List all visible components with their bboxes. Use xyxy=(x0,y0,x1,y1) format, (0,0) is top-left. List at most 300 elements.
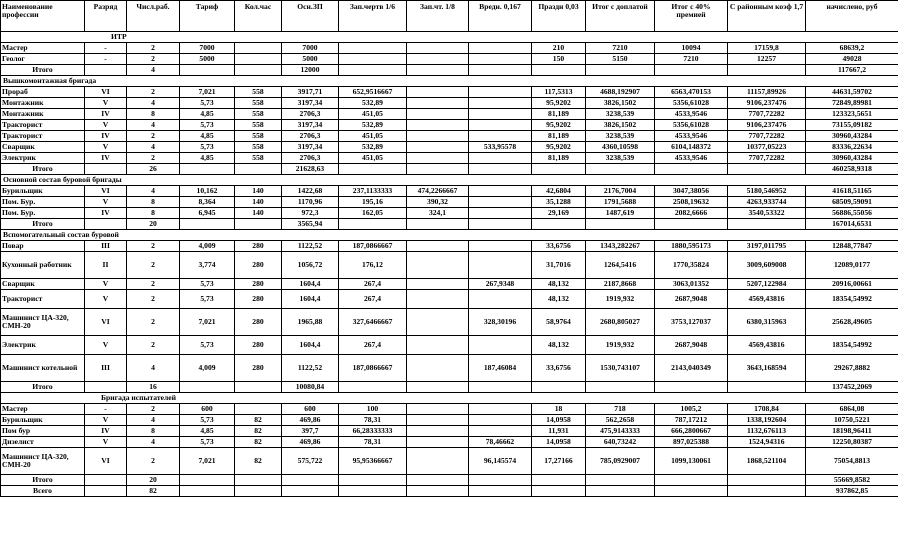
value-cell: 280 xyxy=(235,336,282,355)
value-cell xyxy=(235,43,282,54)
value-cell: 267,4 xyxy=(339,279,407,290)
value-cell: 56886,55056 xyxy=(806,208,898,219)
value-cell: 1524,94316 xyxy=(728,437,806,448)
header-cell-grade: Разряд xyxy=(85,1,127,32)
value-cell: 3009,609008 xyxy=(728,252,806,279)
value-cell: III xyxy=(85,355,127,382)
value-cell: 2 xyxy=(127,87,180,98)
value-cell: 451,05 xyxy=(339,131,407,142)
value-cell: 267,4 xyxy=(339,336,407,355)
value-cell: 33,6756 xyxy=(532,355,586,382)
value-cell: 100 xyxy=(339,404,407,415)
value-cell: 82 xyxy=(235,437,282,448)
table-row xyxy=(1,437,898,448)
value-cell xyxy=(407,142,469,153)
value-cell: 5,73 xyxy=(180,290,235,309)
value-cell: 532,89 xyxy=(339,120,407,131)
value-cell: 68639,2 xyxy=(806,43,898,54)
value-cell: 5000 xyxy=(282,54,339,65)
subtotal-cell xyxy=(339,164,407,175)
subtotal-cell xyxy=(532,65,586,76)
header-cell-hours: Кол.час xyxy=(235,1,282,32)
value-cell: 4569,43816 xyxy=(728,336,806,355)
value-cell xyxy=(469,109,532,120)
value-cell: 469,86 xyxy=(282,415,339,426)
value-cell: 7707,72282 xyxy=(728,109,806,120)
subtotal-cell xyxy=(235,219,282,230)
value-cell: 2 xyxy=(127,54,180,65)
value-cell: 558 xyxy=(235,98,282,109)
value-cell: 18198,96411 xyxy=(806,426,898,437)
value-cell: 3238,539 xyxy=(586,153,655,164)
value-cell: 95,9202 xyxy=(532,142,586,153)
subtotal-cell: 117667,2 xyxy=(806,65,898,76)
value-cell: 81,189 xyxy=(532,153,586,164)
value-cell: III xyxy=(85,241,127,252)
value-cell: 1122,52 xyxy=(282,241,339,252)
value-cell: 8 xyxy=(127,426,180,437)
value-cell: 117,5313 xyxy=(532,87,586,98)
grand-total-cell xyxy=(407,486,469,497)
value-cell xyxy=(407,43,469,54)
value-cell: 8 xyxy=(127,197,180,208)
value-cell xyxy=(407,98,469,109)
value-cell xyxy=(407,426,469,437)
value-cell xyxy=(407,309,469,336)
value-cell: 95,9202 xyxy=(532,98,586,109)
value-cell: 17159,8 xyxy=(728,43,806,54)
value-cell: 3197,011795 xyxy=(728,241,806,252)
value-cell: 666,2800667 xyxy=(655,426,728,437)
section-title: Вышкомонтажная бригада xyxy=(1,76,898,87)
subtotal-cell xyxy=(655,475,728,486)
value-cell: V xyxy=(85,415,127,426)
value-cell: 12250,80387 xyxy=(806,437,898,448)
value-cell: 2508,19632 xyxy=(655,197,728,208)
value-cell xyxy=(407,279,469,290)
value-cell: 1880,595173 xyxy=(655,241,728,252)
value-cell: 7000 xyxy=(180,43,235,54)
value-cell xyxy=(407,355,469,382)
value-cell xyxy=(469,290,532,309)
value-cell: 4,85 xyxy=(180,131,235,142)
subtotal-cell xyxy=(180,219,235,230)
table-row xyxy=(1,426,898,437)
value-cell: 7,021 xyxy=(180,309,235,336)
value-cell: 3826,1502 xyxy=(586,120,655,131)
value-cell: 10377,05223 xyxy=(728,142,806,153)
value-cell: 3047,38056 xyxy=(655,186,728,197)
value-cell: 1791,5688 xyxy=(586,197,655,208)
value-cell: 140 xyxy=(235,197,282,208)
subtotal-cell: 26 xyxy=(127,164,180,175)
subtotal-row xyxy=(1,475,898,486)
table-row xyxy=(1,290,898,309)
subtotal-cell xyxy=(728,219,806,230)
value-cell: 8 xyxy=(127,208,180,219)
value-cell xyxy=(469,197,532,208)
value-cell: 5,73 xyxy=(180,120,235,131)
value-cell: 2 xyxy=(127,404,180,415)
value-cell: 1422,68 xyxy=(282,186,339,197)
value-cell: 558 xyxy=(235,120,282,131)
table-row xyxy=(1,415,898,426)
subtotal-cell xyxy=(469,219,532,230)
subtotal-cell: 55669,8582 xyxy=(806,475,898,486)
value-cell: 95,9202 xyxy=(532,120,586,131)
table-row xyxy=(1,355,898,382)
value-cell: 1530,743107 xyxy=(586,355,655,382)
subtotal-cell xyxy=(586,65,655,76)
subtotal-cell xyxy=(728,475,806,486)
value-cell: 718 xyxy=(586,404,655,415)
value-cell: 9106,237476 xyxy=(728,98,806,109)
value-cell: 41618,51165 xyxy=(806,186,898,197)
subtotal-label: Итого xyxy=(1,219,85,230)
value-cell: 397,7 xyxy=(282,426,339,437)
subtotal-row xyxy=(1,65,898,76)
grand-total-cell xyxy=(235,486,282,497)
subtotal-cell xyxy=(339,65,407,76)
value-cell: 2 xyxy=(127,336,180,355)
value-cell: 140 xyxy=(235,208,282,219)
value-cell xyxy=(469,241,532,252)
value-cell: 562,2658 xyxy=(586,415,655,426)
value-cell: 5000 xyxy=(180,54,235,65)
value-cell: 10750,5221 xyxy=(806,415,898,426)
value-cell: 2 xyxy=(127,131,180,142)
value-cell: 187,0866667 xyxy=(339,241,407,252)
profession-cell: Пом бур xyxy=(1,426,85,437)
table-body xyxy=(1,1,898,497)
value-cell: 237,1133333 xyxy=(339,186,407,197)
value-cell: 575,722 xyxy=(282,448,339,475)
value-cell: 58,9764 xyxy=(532,309,586,336)
value-cell: 2 xyxy=(127,309,180,336)
value-cell: 3,774 xyxy=(180,252,235,279)
value-cell: 5,73 xyxy=(180,415,235,426)
value-cell: - xyxy=(85,54,127,65)
value-cell: 187,46084 xyxy=(469,355,532,382)
grand-total-cell xyxy=(85,486,127,497)
value-cell: 3540,53322 xyxy=(728,208,806,219)
value-cell: 81,189 xyxy=(532,131,586,142)
subtotal-cell: 20 xyxy=(127,219,180,230)
value-cell: 1264,5416 xyxy=(586,252,655,279)
value-cell: 30960,43284 xyxy=(806,131,898,142)
subtotal-cell xyxy=(85,382,127,393)
subtotal-cell xyxy=(180,382,235,393)
value-cell: 2 xyxy=(127,448,180,475)
subtotal-row xyxy=(1,219,898,230)
subtotal-cell: 20 xyxy=(127,475,180,486)
table-row xyxy=(1,98,898,109)
value-cell: 2143,040349 xyxy=(655,355,728,382)
value-cell: IV xyxy=(85,131,127,142)
header-cell-profession: Наименование профессии xyxy=(1,1,85,32)
value-cell: 280 xyxy=(235,290,282,309)
value-cell: 3917,71 xyxy=(282,87,339,98)
subtotal-cell xyxy=(586,219,655,230)
value-cell: 4569,43816 xyxy=(728,290,806,309)
value-cell: - xyxy=(85,43,127,54)
header-cell-bonus-1-6: Зап.чертв 1/6 xyxy=(339,1,407,32)
value-cell: 82 xyxy=(235,415,282,426)
profession-cell: Монтажник xyxy=(1,109,85,120)
value-cell xyxy=(339,54,407,65)
header-cell-workers: Числ.раб. xyxy=(127,1,180,32)
value-cell: 1604,4 xyxy=(282,279,339,290)
subtotal-cell xyxy=(180,65,235,76)
value-cell: 75054,8813 xyxy=(806,448,898,475)
value-cell: 8,364 xyxy=(180,197,235,208)
value-cell: 2 xyxy=(127,241,180,252)
value-cell: 1005,2 xyxy=(655,404,728,415)
profession-cell: Дизелист xyxy=(1,437,85,448)
grand-total-cell xyxy=(586,486,655,497)
subtotal-label: Итого xyxy=(1,65,85,76)
value-cell: 83336,22634 xyxy=(806,142,898,153)
value-cell: 1056,72 xyxy=(282,252,339,279)
value-cell: V xyxy=(85,279,127,290)
subtotal-cell xyxy=(235,475,282,486)
value-cell: 280 xyxy=(235,241,282,252)
value-cell: 6864,08 xyxy=(806,404,898,415)
section-title-row xyxy=(1,230,898,241)
value-cell: 2 xyxy=(127,153,180,164)
value-cell: 1132,676113 xyxy=(728,426,806,437)
value-cell: 210 xyxy=(532,43,586,54)
value-cell: 78,31 xyxy=(339,415,407,426)
value-cell: V xyxy=(85,437,127,448)
subtotal-cell xyxy=(282,475,339,486)
value-cell: 600 xyxy=(180,404,235,415)
value-cell: 469,86 xyxy=(282,437,339,448)
value-cell: 280 xyxy=(235,309,282,336)
value-cell xyxy=(235,404,282,415)
value-cell: V xyxy=(85,336,127,355)
subtotal-cell xyxy=(407,382,469,393)
value-cell: 5150 xyxy=(586,54,655,65)
value-cell: 280 xyxy=(235,252,282,279)
subtotal-cell xyxy=(469,164,532,175)
table-row xyxy=(1,120,898,131)
table-row xyxy=(1,43,898,54)
header-row xyxy=(1,1,898,32)
table-row xyxy=(1,87,898,98)
table-row xyxy=(1,279,898,290)
subtotal-cell xyxy=(532,475,586,486)
header-cell-holiday: Праздн 0,03 xyxy=(532,1,586,32)
value-cell: 1868,521104 xyxy=(728,448,806,475)
section-title-row xyxy=(1,393,898,404)
value-cell: 972,3 xyxy=(282,208,339,219)
value-cell: 48,132 xyxy=(532,279,586,290)
profession-cell: Монтажник xyxy=(1,98,85,109)
profession-cell: Сварщик xyxy=(1,142,85,153)
section-title-row xyxy=(1,175,898,186)
value-cell: 1708,84 xyxy=(728,404,806,415)
profession-cell: Бурильщик xyxy=(1,186,85,197)
value-cell: 195,16 xyxy=(339,197,407,208)
grand-total-cell xyxy=(339,486,407,497)
subtotal-cell xyxy=(180,164,235,175)
value-cell: 4 xyxy=(127,186,180,197)
value-cell: 3238,539 xyxy=(586,109,655,120)
subtotal-cell xyxy=(728,65,806,76)
subtotal-cell xyxy=(586,164,655,175)
value-cell: 96,145574 xyxy=(469,448,532,475)
value-cell: 4 xyxy=(127,355,180,382)
subtotal-cell xyxy=(532,382,586,393)
value-cell: 9106,237476 xyxy=(728,120,806,131)
profession-cell: Машинист ЦА-320, СМН-20 xyxy=(1,448,85,475)
value-cell: 4 xyxy=(127,142,180,153)
header-cell-with-premium: Итог с 40% премией xyxy=(655,1,728,32)
profession-cell: Бурильщик xyxy=(1,415,85,426)
subtotal-row xyxy=(1,164,898,175)
profession-cell: Повар xyxy=(1,241,85,252)
value-cell: 1099,130061 xyxy=(655,448,728,475)
subtotal-cell xyxy=(85,164,127,175)
value-cell: 2176,7004 xyxy=(586,186,655,197)
value-cell xyxy=(339,43,407,54)
value-cell xyxy=(469,252,532,279)
value-cell: 1919,932 xyxy=(586,336,655,355)
value-cell: 14,0958 xyxy=(532,415,586,426)
value-cell: 18354,54992 xyxy=(806,336,898,355)
header-cell-hazard: Вредн. 0,167 xyxy=(469,1,532,32)
subtotal-cell xyxy=(85,475,127,486)
value-cell xyxy=(407,437,469,448)
profession-cell: Электрик xyxy=(1,336,85,355)
value-cell: 6380,315963 xyxy=(728,309,806,336)
subtotal-cell: 4 xyxy=(127,65,180,76)
value-cell: 4,85 xyxy=(180,426,235,437)
value-cell: 18354,54992 xyxy=(806,290,898,309)
profession-cell: Машинист котельной xyxy=(1,355,85,382)
value-cell: 42,6804 xyxy=(532,186,586,197)
value-cell: 3643,168594 xyxy=(728,355,806,382)
profession-cell: Электрик xyxy=(1,153,85,164)
subtotal-cell: 21628,63 xyxy=(282,164,339,175)
value-cell: 451,05 xyxy=(339,109,407,120)
value-cell xyxy=(469,98,532,109)
subtotal-cell: 16 xyxy=(127,382,180,393)
value-cell: 1122,52 xyxy=(282,355,339,382)
value-cell: 2706,3 xyxy=(282,131,339,142)
value-cell: 533,95578 xyxy=(469,142,532,153)
value-cell: 14,0958 xyxy=(532,437,586,448)
value-cell: 4688,192907 xyxy=(586,87,655,98)
value-cell: 29267,8882 xyxy=(806,355,898,382)
value-cell: 1343,282267 xyxy=(586,241,655,252)
value-cell: 5,73 xyxy=(180,437,235,448)
value-cell: 6104,148372 xyxy=(655,142,728,153)
profession-cell: Пом. Бур. xyxy=(1,197,85,208)
value-cell: V xyxy=(85,120,127,131)
value-cell: 390,32 xyxy=(407,197,469,208)
value-cell: 3753,127037 xyxy=(655,309,728,336)
value-cell xyxy=(469,120,532,131)
value-cell: 474,2266667 xyxy=(407,186,469,197)
profession-cell: Тракторист xyxy=(1,131,85,142)
subtotal-cell xyxy=(469,382,532,393)
subtotal-cell xyxy=(586,475,655,486)
value-cell xyxy=(469,208,532,219)
value-cell: 2706,3 xyxy=(282,109,339,120)
value-cell: 5,73 xyxy=(180,279,235,290)
value-cell xyxy=(407,448,469,475)
value-cell: 72849,89981 xyxy=(806,98,898,109)
value-cell: 2187,8668 xyxy=(586,279,655,290)
table-row xyxy=(1,186,898,197)
value-cell: 532,89 xyxy=(339,98,407,109)
value-cell: 328,30196 xyxy=(469,309,532,336)
subtotal-cell xyxy=(407,164,469,175)
value-cell: 73155,09182 xyxy=(806,120,898,131)
value-cell: 5,73 xyxy=(180,98,235,109)
value-cell: V xyxy=(85,290,127,309)
value-cell xyxy=(469,426,532,437)
value-cell xyxy=(407,120,469,131)
value-cell: V xyxy=(85,142,127,153)
subtotal-cell xyxy=(339,382,407,393)
value-cell: 2706,3 xyxy=(282,153,339,164)
value-cell: 558 xyxy=(235,131,282,142)
value-cell: 140 xyxy=(235,186,282,197)
subtotal-cell xyxy=(655,164,728,175)
value-cell: 8 xyxy=(127,109,180,120)
value-cell: 1919,932 xyxy=(586,290,655,309)
grand-total-row xyxy=(1,486,898,497)
value-cell: 1604,4 xyxy=(282,290,339,309)
grand-total-cell xyxy=(469,486,532,497)
subtotal-cell xyxy=(728,382,806,393)
subtotal-cell xyxy=(532,164,586,175)
value-cell xyxy=(469,54,532,65)
value-cell xyxy=(407,109,469,120)
grand-total-cell: 937862,85 xyxy=(806,486,898,497)
value-cell: 4533,9546 xyxy=(655,131,728,142)
profession-cell: Машинист ЦА-320, СМН-20 xyxy=(1,309,85,336)
subtotal-cell xyxy=(235,382,282,393)
value-cell: 280 xyxy=(235,279,282,290)
subtotal-label: Итого xyxy=(1,475,85,486)
header-cell-bonus-1-8: Зап.чт. 1/8 xyxy=(407,1,469,32)
value-cell: 327,6466667 xyxy=(339,309,407,336)
profession-cell: Мастер xyxy=(1,43,85,54)
subtotal-label: Итого xyxy=(1,164,85,175)
value-cell: 2 xyxy=(127,279,180,290)
value-cell: 558 xyxy=(235,87,282,98)
value-cell: 7210 xyxy=(655,54,728,65)
value-cell: 31,7016 xyxy=(532,252,586,279)
subtotal-cell xyxy=(85,65,127,76)
header-cell-base-salary: Осн.ЗП xyxy=(282,1,339,32)
header-cell-accrued: начислено, руб xyxy=(806,1,898,32)
value-cell: VI xyxy=(85,186,127,197)
value-cell: 4263,933744 xyxy=(728,197,806,208)
value-cell: 1604,4 xyxy=(282,336,339,355)
subtotal-cell xyxy=(339,475,407,486)
table-row xyxy=(1,309,898,336)
value-cell: 475,9143333 xyxy=(586,426,655,437)
value-cell: 7707,72282 xyxy=(728,131,806,142)
value-cell: 4 xyxy=(127,120,180,131)
value-cell: 12089,0177 xyxy=(806,252,898,279)
value-cell: 48,132 xyxy=(532,290,586,309)
